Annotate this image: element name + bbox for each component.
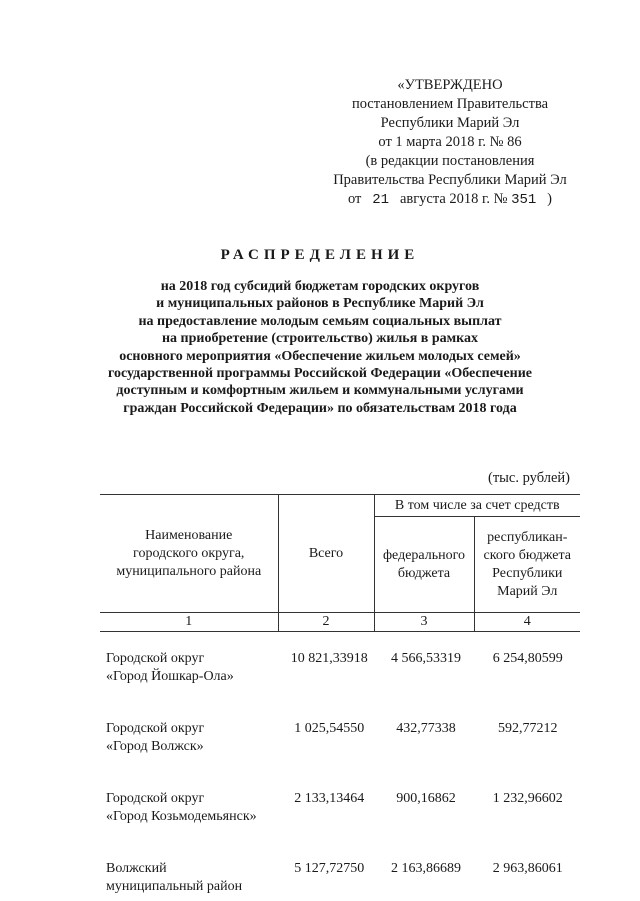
document-title: РАСПРЕДЕЛЕНИЕ — [220, 247, 420, 263]
row-federal: 2 163,86689 — [391, 861, 462, 876]
subtitle-line: основного мероприятия «Обеспечение жильем молодых семей» — [119, 348, 521, 364]
subtitle-line: на приобретение (строительство) жилья в рамках — [161, 331, 479, 347]
document-subtitle — [80, 278, 560, 417]
approval-line: «УТВЕРЖДЕНО — [397, 77, 503, 93]
subtitle-line: на 2018 год субсидий бюджетам городских округов — [160, 279, 480, 294]
row-republic: 592,77212 — [497, 721, 558, 736]
row-federal: 432,77338 — [396, 721, 456, 736]
header-federal: федерального бюджета — [374, 517, 474, 613]
table-body — [100, 650, 580, 896]
table-header — [100, 494, 580, 632]
row-republic: 6 254,80599 — [492, 651, 563, 666]
approval-line: Правительства Республики Марий Эл — [333, 172, 567, 188]
approval-line: (в редакции постановления — [365, 153, 535, 169]
row-name: Городской округ «Город Волжск» — [106, 721, 205, 754]
row-name: Волжский муниципальный район — [106, 861, 243, 894]
subtitle-line: доступным и комфортным жильем и коммунальными услугами — [116, 383, 524, 399]
approval-line: Республики Марий Эл — [380, 115, 520, 131]
header-republic: республикан- ского бюджета Республики Марий Эл — [474, 517, 580, 613]
approval-number: 351 — [511, 192, 537, 208]
column-number: 1 — [100, 613, 278, 632]
row-name: Городской округ «Город Йошкар-Ола» — [106, 651, 234, 684]
approval-close: ) — [547, 191, 553, 207]
column-number: 3 — [374, 613, 474, 632]
row-total: 10 821,33918 — [290, 651, 368, 666]
header-name: Наименование городского округа, муниципального района — [100, 495, 278, 613]
approval-month: августа 2018 г. № — [399, 191, 508, 207]
subtitle-line: на предоставление молодым семьям социальных выплат — [138, 313, 502, 329]
subtitle-line: государственной программы Российской Федерации «Обеспечение — [107, 366, 533, 382]
table-row — [100, 720, 580, 756]
table-row — [100, 650, 580, 686]
column-number: 2 — [278, 613, 374, 632]
row-republic: 2 963,86061 — [492, 861, 563, 876]
column-number: 4 — [474, 613, 580, 632]
subtitle-line: и муниципальных районов в Республике Марий Эл — [156, 296, 484, 312]
approval-day: 21 — [372, 192, 390, 208]
table-row — [100, 860, 580, 896]
approval-stamp — [300, 76, 600, 210]
header-group: В том числе за счет средств — [374, 495, 580, 517]
row-republic: 1 232,96602 — [492, 791, 563, 806]
header-total: Всего — [278, 495, 374, 613]
row-total: 1 025,54550 — [294, 721, 365, 736]
units-label: (тыс. рублей) — [488, 470, 570, 486]
row-total: 2 133,13464 — [294, 791, 365, 806]
row-total: 5 127,72750 — [294, 861, 365, 876]
approval-from: от — [347, 191, 362, 207]
approval-line: постановлением Правительства — [351, 96, 549, 112]
row-name: Городской округ «Город Козьмодемьянск» — [106, 791, 257, 824]
table-row — [100, 790, 580, 826]
row-federal: 900,16862 — [396, 791, 456, 806]
row-federal: 4 566,53319 — [391, 651, 462, 666]
approval-date-line — [300, 190, 600, 210]
subtitle-line: граждан Российской Федерации» по обязательствам 2018 года — [123, 400, 517, 416]
approval-line: от 1 марта 2018 г. № 86 — [378, 134, 522, 150]
